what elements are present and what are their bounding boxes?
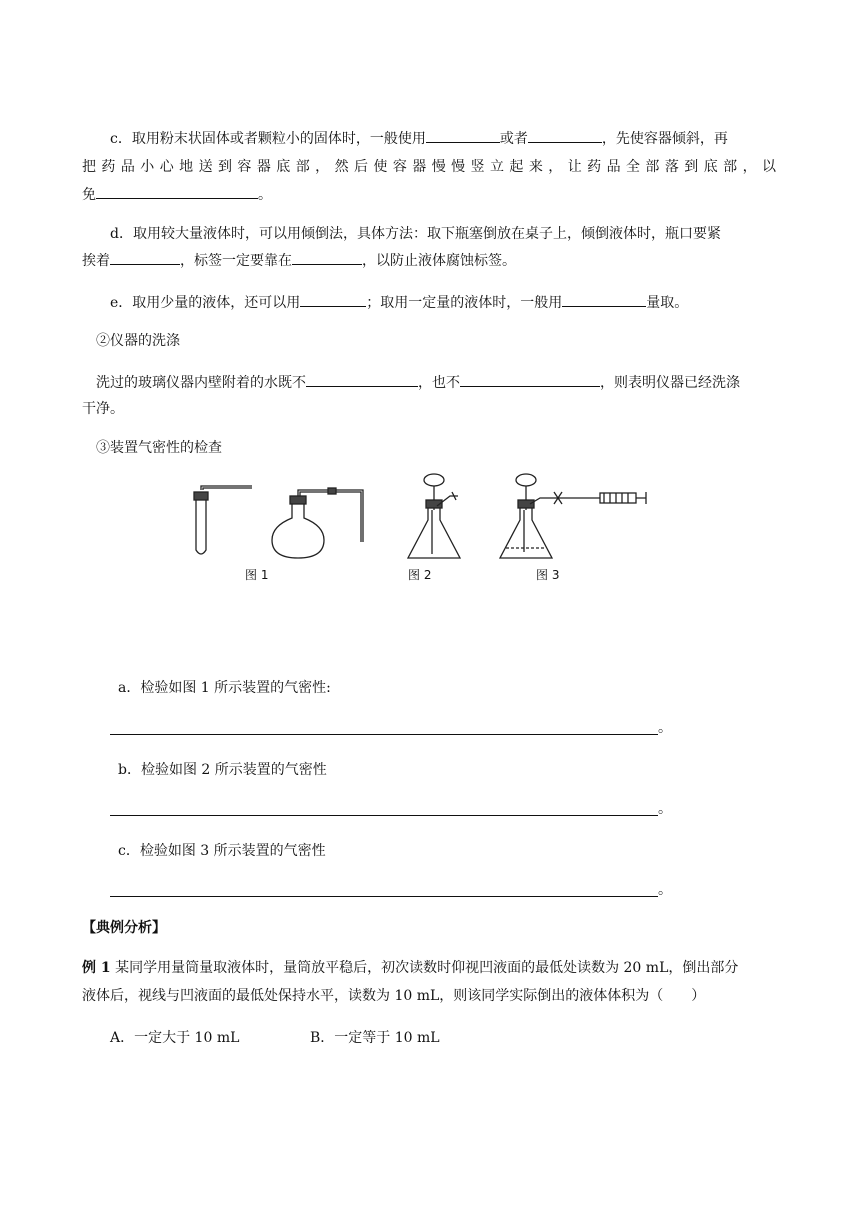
example-line1 xyxy=(82,958,738,978)
fig1-test-tube xyxy=(194,486,252,554)
section-c-text-5: 。 xyxy=(258,187,272,203)
question-b: b．检验如图 2 所示装置的气密性 xyxy=(118,762,327,778)
section-e-text-3: 量取。 xyxy=(646,295,689,311)
period-c: 。 xyxy=(658,882,672,898)
question-a: a．检验如图 1 所示装置的气密性: xyxy=(118,680,331,696)
section-c-text-3: ，先使容器倾斜，再 xyxy=(601,131,728,147)
airtight-heading: ③装置气密性的检查 xyxy=(96,440,222,456)
section-d-text-3: ，以防止液体腐蚀标签。 xyxy=(362,253,516,269)
fig2-caption: 图 2 xyxy=(408,568,432,582)
washing-text-3: ，则表明仪器已经洗涤 xyxy=(600,375,740,391)
section-c-line2: 把药品小心地送到容器底部，然后使容器慢慢竖立起来，让药品全部落到底部，以 xyxy=(82,159,776,175)
section-c-line3 xyxy=(82,184,272,205)
example-label: 例 1 xyxy=(82,960,111,976)
apparatus-figure xyxy=(180,470,650,590)
fig2-conical-flask xyxy=(408,474,460,558)
fig1-caption: 图 1 xyxy=(245,568,269,582)
blank-w1 xyxy=(306,372,418,387)
answer-line-a xyxy=(110,734,658,735)
period-b: 。 xyxy=(658,801,672,817)
section-e-text-1: e．取用少量的液体，还可以用 xyxy=(110,295,301,311)
section-e-text-2: ；取用一定量的液体时，一般用 xyxy=(366,295,563,311)
example-text-1: 某同学用量筒量取液体时，量筒放平稳后，初次读数时仰视凹液面的最低处读数为 20 mL，倒出部分 xyxy=(110,960,739,976)
washing-line2: 干净。 xyxy=(82,401,124,417)
option-b: B．一定等于 10 mL xyxy=(310,1030,440,1046)
blank-d1 xyxy=(110,250,180,265)
section-c-line1 xyxy=(110,128,728,149)
blank-e1 xyxy=(300,292,366,307)
section-c-text-1: c．取用粉末状固体或者颗粒小的固体时，一般使用 xyxy=(110,131,426,147)
example-line2: 液体后，视线与凹液面的最低处保持水平，读数为 10 mL，则该同学实际倒出的液体体积为（ ） xyxy=(82,988,706,1004)
washing-line1 xyxy=(96,372,740,393)
section-d-text-1: 挨着 xyxy=(82,253,110,269)
section-e-line xyxy=(110,292,688,313)
example-heading: 【典例分析】 xyxy=(82,920,166,936)
answer-line-c xyxy=(110,896,658,897)
section-d-line2 xyxy=(82,250,516,271)
washing-text-1: 洗过的玻璃仪器内壁附着的水既不 xyxy=(96,375,306,391)
section-d-line1: d．取用较大量液体时，可以用倾倒法，具体方法：取下瓶塞倒放在桌子上，倾倒液体时，瓶口要紧 xyxy=(110,226,721,242)
blank-c1 xyxy=(426,128,500,143)
fig1-flask xyxy=(272,488,363,558)
fig3-caption: 图 3 xyxy=(536,568,560,582)
section-c-text-4: 免 xyxy=(82,187,96,203)
section-d-text-2: ，标签一定要靠在 xyxy=(180,253,292,269)
fig3-conical-flask xyxy=(500,474,646,558)
washing-text-2: ，也不 xyxy=(418,375,460,391)
washing-heading: ②仪器的洗涤 xyxy=(96,333,180,349)
blank-w2 xyxy=(460,372,600,387)
blank-c3 xyxy=(96,184,258,199)
period-a: 。 xyxy=(658,720,672,736)
blank-c2 xyxy=(528,128,602,143)
section-c-text-2: 或者 xyxy=(499,131,528,147)
option-a: A．一定大于 10 mL xyxy=(110,1030,240,1046)
answer-line-b xyxy=(110,815,658,816)
blank-e2 xyxy=(562,292,646,307)
blank-d2 xyxy=(292,250,362,265)
question-c: c．检验如图 3 所示装置的气密性 xyxy=(118,843,326,859)
